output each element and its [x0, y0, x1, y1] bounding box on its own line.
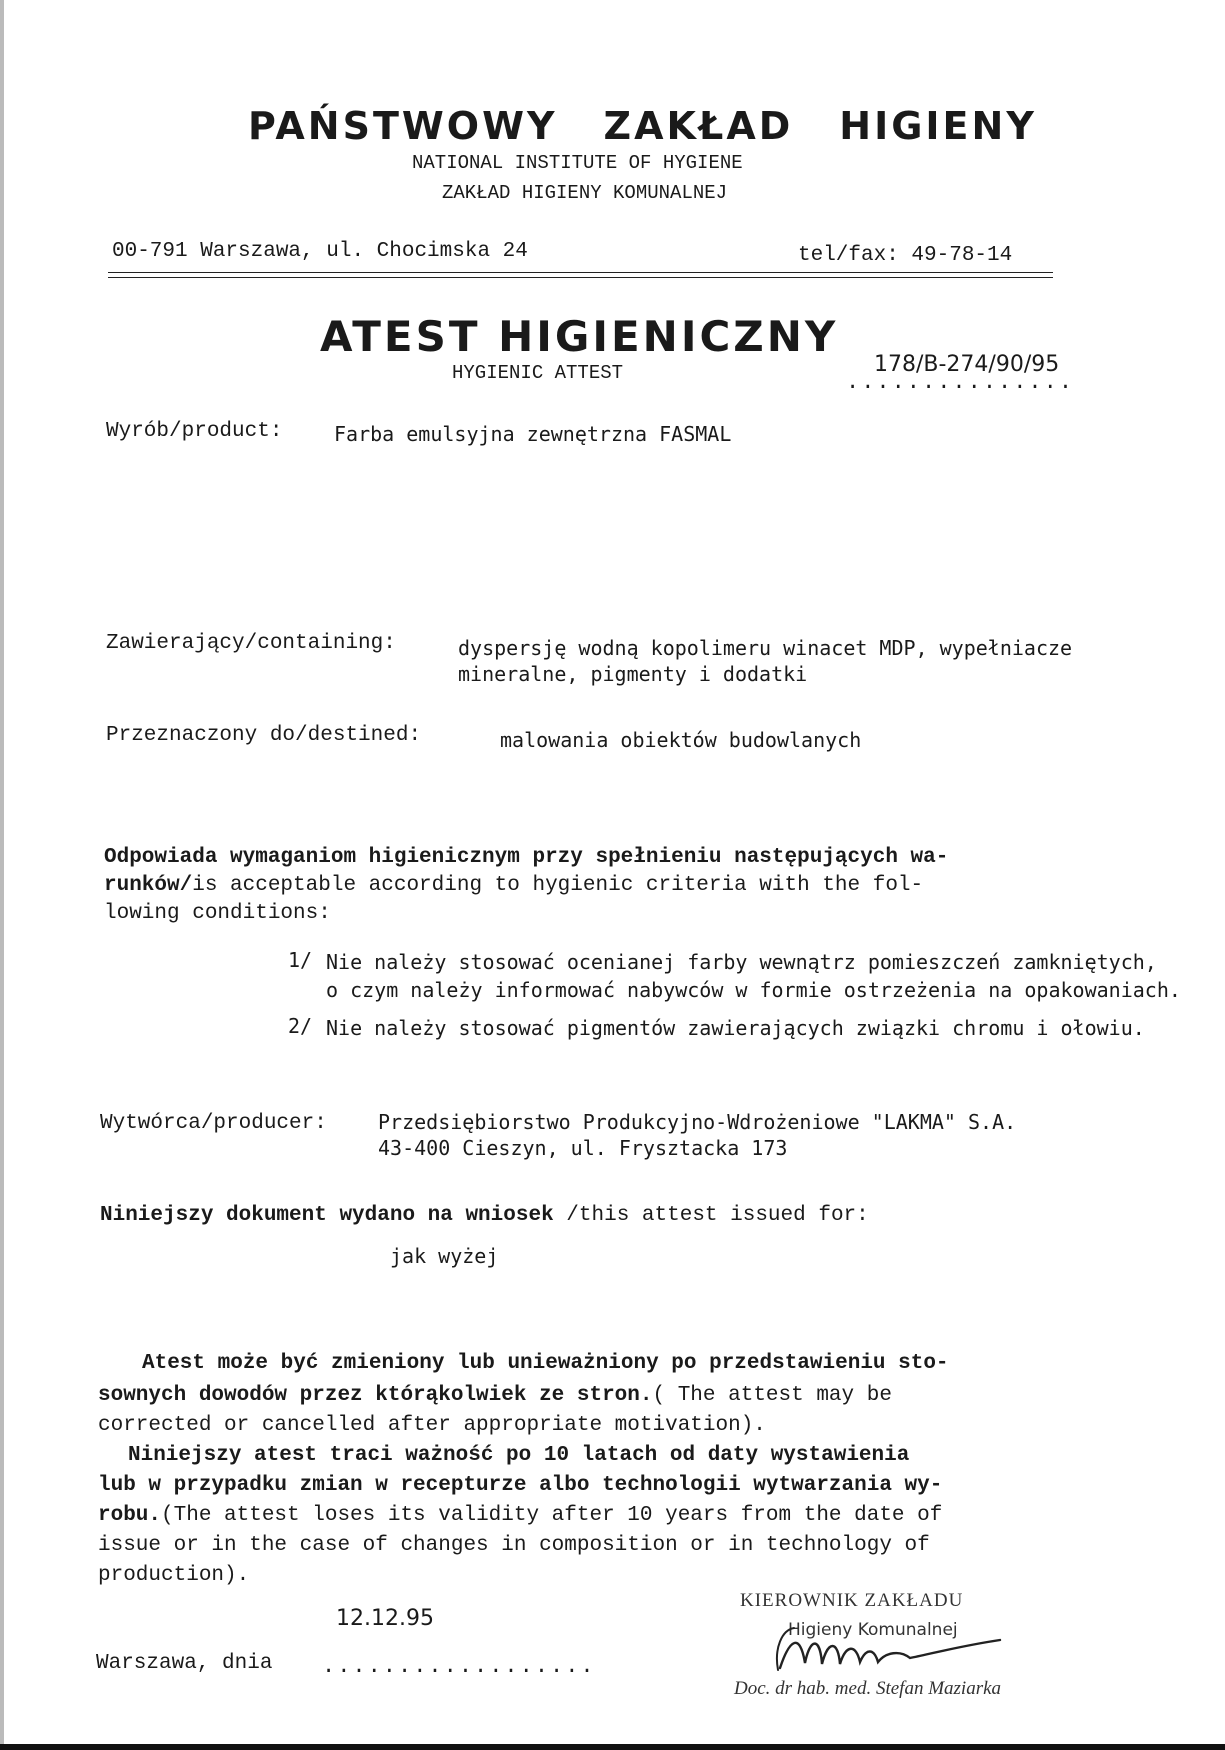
- conditions-intro-line-1: Odpowiada wymaganiom higienicznym przy spełnieniu następujących wa-: [104, 846, 949, 869]
- issue-date-dots: ..................: [322, 1654, 596, 1679]
- institute-name-word-3: HIGIENY: [839, 104, 1037, 148]
- conditions-intro-line-2: [104, 874, 923, 897]
- issued-for-value: jak wyżej: [390, 1244, 499, 1268]
- product-label: Wyrób/product:: [106, 420, 283, 443]
- issue-date-label: Warszawa, dnia: [96, 1652, 273, 1675]
- institute-name-en: NATIONAL INSTITUTE OF HYGIENE: [412, 152, 743, 174]
- conditions-intro-line-3: lowing conditions:: [104, 902, 331, 925]
- containing-label: Zawierający/containing:: [106, 632, 396, 655]
- note-2-line-4: issue or in the case of changes in composition or in technology of: [98, 1534, 930, 1557]
- note-2-line-3-pl: robu.: [98, 1504, 162, 1527]
- condition-2-line-1: Nie należy stosować pigmentów zawierających związki chromu i ołowiu.: [326, 1016, 1145, 1040]
- containing-value-line-1: dyspersję wodną kopolimeru winacet MDP, wypełniacze: [458, 636, 1073, 660]
- destined-value: malowania obiektów budowlanych: [500, 728, 862, 752]
- note-1-line-2-pl: sownych dowodów przez którąkolwiek ze stron.: [98, 1384, 653, 1407]
- scan-edge-left: [0, 0, 4, 1750]
- note-2-line-3-en: (The attest loses its validity after 10 years from the date of: [161, 1504, 943, 1527]
- producer-label: Wytwórca/producer:: [100, 1112, 327, 1135]
- institute-name-word-2: ZAKŁAD: [603, 104, 794, 148]
- note-2-line-3: [98, 1504, 942, 1527]
- product-value: Farba emulsyjna zewnętrzna FASMAL: [334, 422, 732, 446]
- condition-1-number: 1/: [288, 948, 313, 972]
- conditions-intro-bold: runków/: [104, 874, 193, 897]
- header-rule-1: [108, 272, 1053, 273]
- note-2-line-5: production).: [98, 1564, 250, 1587]
- condition-1-line-2: o czym należy informować nabywców w formie ostrzeżenia na opakowaniach.: [326, 978, 1181, 1002]
- condition-2-number: 2/: [288, 1014, 313, 1038]
- containing-value-line-2: mineralne, pigmenty i dodatki: [458, 662, 808, 686]
- scan-edge-bottom: [0, 1744, 1225, 1750]
- note-1-line-2-en: ( The attest may be: [652, 1384, 892, 1407]
- issued-for-label: [100, 1204, 869, 1227]
- institute-telfax: tel/fax: 49-78-14: [798, 244, 1013, 267]
- institute-name-word-1: PAŃSTWOWY: [248, 104, 558, 148]
- department-name: ZAKŁAD HIGIENY KOMUNALNEJ: [442, 182, 728, 204]
- note-2-line-1: Niniejszy atest traci ważność po 10 latach od daty wystawienia: [128, 1444, 910, 1467]
- issued-for-label-pl: Niniejszy dokument wydano na wniosek: [100, 1204, 554, 1227]
- attest-number: 178/B-274/90/95: [874, 352, 1060, 377]
- stamp-title: KIEROWNIK ZAKŁADU: [740, 1590, 964, 1611]
- producer-line-1: Przedsiębiorstwo Produkcyjno-Wdrożeniowe "LAKMA" S.A.: [378, 1110, 1017, 1134]
- stamp-department: Higieny Komunalnej: [788, 1620, 958, 1640]
- destined-label: Przeznaczony do/destined:: [106, 724, 422, 747]
- institute-name: [248, 104, 1037, 148]
- condition-1-line-1: Nie należy stosować ocenianej farby wewnątrz pomieszczeń zamkniętych,: [326, 950, 1157, 974]
- conditions-intro-en: is acceptable according to hygienic criteria with the fol-: [192, 874, 924, 897]
- note-1-line-3: corrected or cancelled after appropriate motivation).: [98, 1414, 766, 1437]
- attest-subtitle: HYGIENIC ATTEST: [452, 362, 624, 384]
- note-2-line-2: lub w przypadku zmian w recepturze albo technologii wytwarzania wy-: [98, 1474, 943, 1497]
- issued-for-label-en: /this attest issued for:: [566, 1204, 869, 1227]
- signer-name: Doc. dr hab. med. Stefan Maziarka: [734, 1678, 1002, 1699]
- header-rule-2: [108, 277, 1053, 278]
- note-1-line-1: Atest może być zmieniony lub unieważniony po przedstawieniu sto-: [142, 1352, 949, 1375]
- institute-address: 00-791 Warszawa, ul. Chocimska 24: [112, 240, 528, 263]
- issue-date-value: 12.12.95: [336, 1606, 434, 1631]
- producer-line-2: 43-400 Cieszyn, ul. Frysztacka 173: [378, 1136, 788, 1160]
- attest-title: ATEST HIGIENICZNY: [320, 312, 839, 361]
- note-1-line-2: [98, 1384, 892, 1407]
- attest-number-dots: ...............: [846, 370, 1075, 395]
